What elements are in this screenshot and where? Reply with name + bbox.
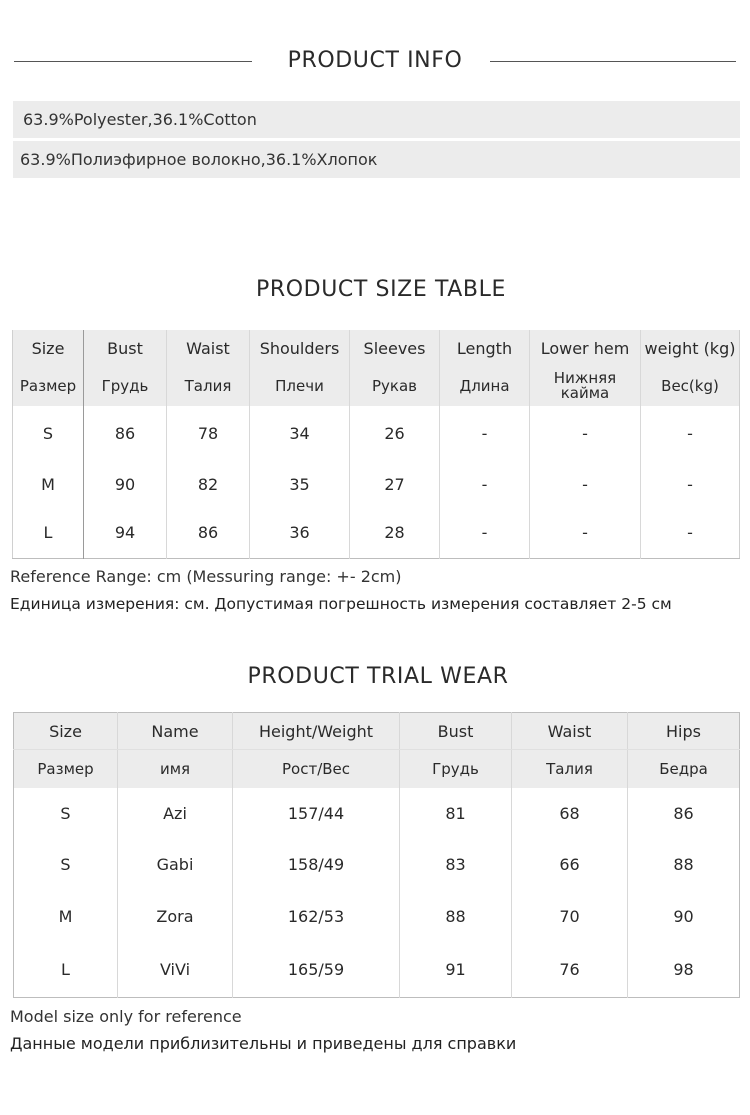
size-cell: S: [60, 803, 71, 823]
header-height-weight: Height/Weight: [233, 713, 400, 750]
bust-cell: 88: [400, 891, 512, 943]
trial-header-en-row: [14, 713, 740, 750]
hips-cell: 90: [628, 891, 740, 943]
hips-cell: 98: [628, 943, 740, 998]
header-waist-ru: Талия: [512, 750, 628, 788]
weight-cell: -: [641, 508, 740, 558]
waist-cell: 70: [512, 891, 628, 943]
header-weight-ru: Вес(kg): [641, 366, 740, 406]
sleeves-cell: 26: [350, 406, 440, 460]
size-header-ru-row: [13, 366, 740, 406]
model-size-note-ru: Данные модели приблизительны и приведены для справки: [10, 1034, 517, 1053]
table-row: [14, 891, 740, 943]
size-reference-note-ru: Единица измерения: см. Допустимая погрешность измерения составляет 2-5 см: [10, 595, 672, 613]
table-row: [13, 406, 740, 460]
sleeves-cell: 28: [350, 508, 440, 558]
height-weight-cell: 162/53: [233, 891, 400, 943]
waist-cell: 66: [512, 839, 628, 891]
hips-cell: 86: [628, 788, 740, 839]
height-weight-cell: 165/59: [233, 943, 400, 998]
header-name-ru: имя: [118, 750, 233, 788]
trial-header-ru-row: [14, 750, 740, 788]
waist-cell: 86: [167, 508, 250, 558]
header-height-weight-ru: Рост/Вес: [233, 750, 400, 788]
header-sleeves: Sleeves: [350, 330, 440, 366]
product-info-title: PRODUCT INFO: [287, 48, 463, 73]
height-weight-cell: 157/44: [233, 788, 400, 839]
size-cell: L: [61, 960, 70, 980]
header-size-ru: Размер: [14, 750, 118, 788]
name-cell: Zora: [118, 891, 233, 943]
table-row: [14, 943, 740, 998]
hips-cell: 88: [628, 839, 740, 891]
shoulders-cell: 35: [250, 460, 350, 508]
header-waist: Waist: [512, 713, 628, 750]
size-cell: M: [58, 907, 73, 926]
trial-wear-table: [13, 712, 740, 998]
header-lower-hem-ru: Нижняя кайма: [530, 366, 641, 406]
bust-cell: 90: [84, 460, 167, 508]
lower-hem-cell: -: [530, 460, 641, 508]
header-bust: Bust: [84, 330, 167, 366]
header-shoulders-ru: Плечи: [250, 366, 350, 406]
waist-cell: 78: [167, 406, 250, 460]
header-lower-hem: Lower hem: [530, 330, 641, 366]
height-weight-cell: 158/49: [233, 839, 400, 891]
bust-cell: 94: [84, 508, 167, 558]
composition-ru: 63.9%Полиэфирное волокно,36.1%Хлопок: [13, 141, 740, 178]
name-cell: ViVi: [118, 943, 233, 998]
bust-cell: 81: [400, 788, 512, 839]
composition-en: 63.9%Polyester,36.1%Cotton: [13, 101, 740, 138]
size-header-en-row: [13, 330, 740, 366]
model-size-note: Model size only for reference: [10, 1007, 242, 1026]
length-cell: -: [440, 460, 530, 508]
size-cell: M: [13, 460, 84, 508]
header-size-ru: Размер: [13, 366, 84, 406]
weight-cell: -: [641, 460, 740, 508]
header-hips: Hips: [628, 713, 740, 750]
header-bust-ru: Грудь: [400, 750, 512, 788]
header-size: Size: [13, 330, 84, 366]
bust-cell: 83: [400, 839, 512, 891]
shoulders-cell: 36: [250, 508, 350, 558]
name-cell: Azi: [118, 788, 233, 839]
name-cell: Gabi: [118, 839, 233, 891]
lower-hem-cell: -: [530, 508, 641, 558]
size-cell: S: [60, 855, 71, 874]
sleeves-cell: 27: [350, 460, 440, 508]
lower-hem-cell: -: [530, 406, 641, 460]
length-cell: -: [440, 406, 530, 460]
bust-cell: 91: [400, 943, 512, 998]
waist-cell: 82: [167, 460, 250, 508]
table-row: [13, 460, 740, 508]
weight-cell: -: [641, 406, 740, 460]
size-reference-note: Reference Range: cm (Messuring range: +- 2cm): [10, 567, 402, 586]
length-cell: -: [440, 508, 530, 558]
size-table-title: PRODUCT SIZE TABLE: [256, 277, 506, 302]
shoulders-cell: 34: [250, 406, 350, 460]
bust-cell: 86: [84, 406, 167, 460]
header-waist-ru: Талия: [167, 366, 250, 406]
size-cell: L: [13, 508, 84, 558]
header-name: Name: [118, 713, 233, 750]
header-shoulders: Shoulders: [250, 330, 350, 366]
header-sleeves-ru: Рукав: [350, 366, 440, 406]
header-weight: weight (kg): [641, 330, 740, 366]
waist-cell: 76: [512, 943, 628, 998]
header-waist: Waist: [167, 330, 250, 366]
table-row: [13, 508, 740, 558]
header-hips-ru: Бедра: [628, 750, 740, 788]
header-bust-ru: Грудь: [84, 366, 167, 406]
table-row: [14, 839, 740, 891]
header-size: Size: [14, 713, 118, 750]
size-table: [12, 330, 740, 559]
size-cell: S: [13, 406, 84, 460]
header-bust: Bust: [400, 713, 512, 750]
header-length-ru: Длина: [440, 366, 530, 406]
header-length: Length: [440, 330, 530, 366]
table-row: [14, 788, 740, 839]
waist-cell: 68: [512, 788, 628, 839]
trial-wear-title: PRODUCT TRIAL WEAR: [247, 664, 509, 689]
